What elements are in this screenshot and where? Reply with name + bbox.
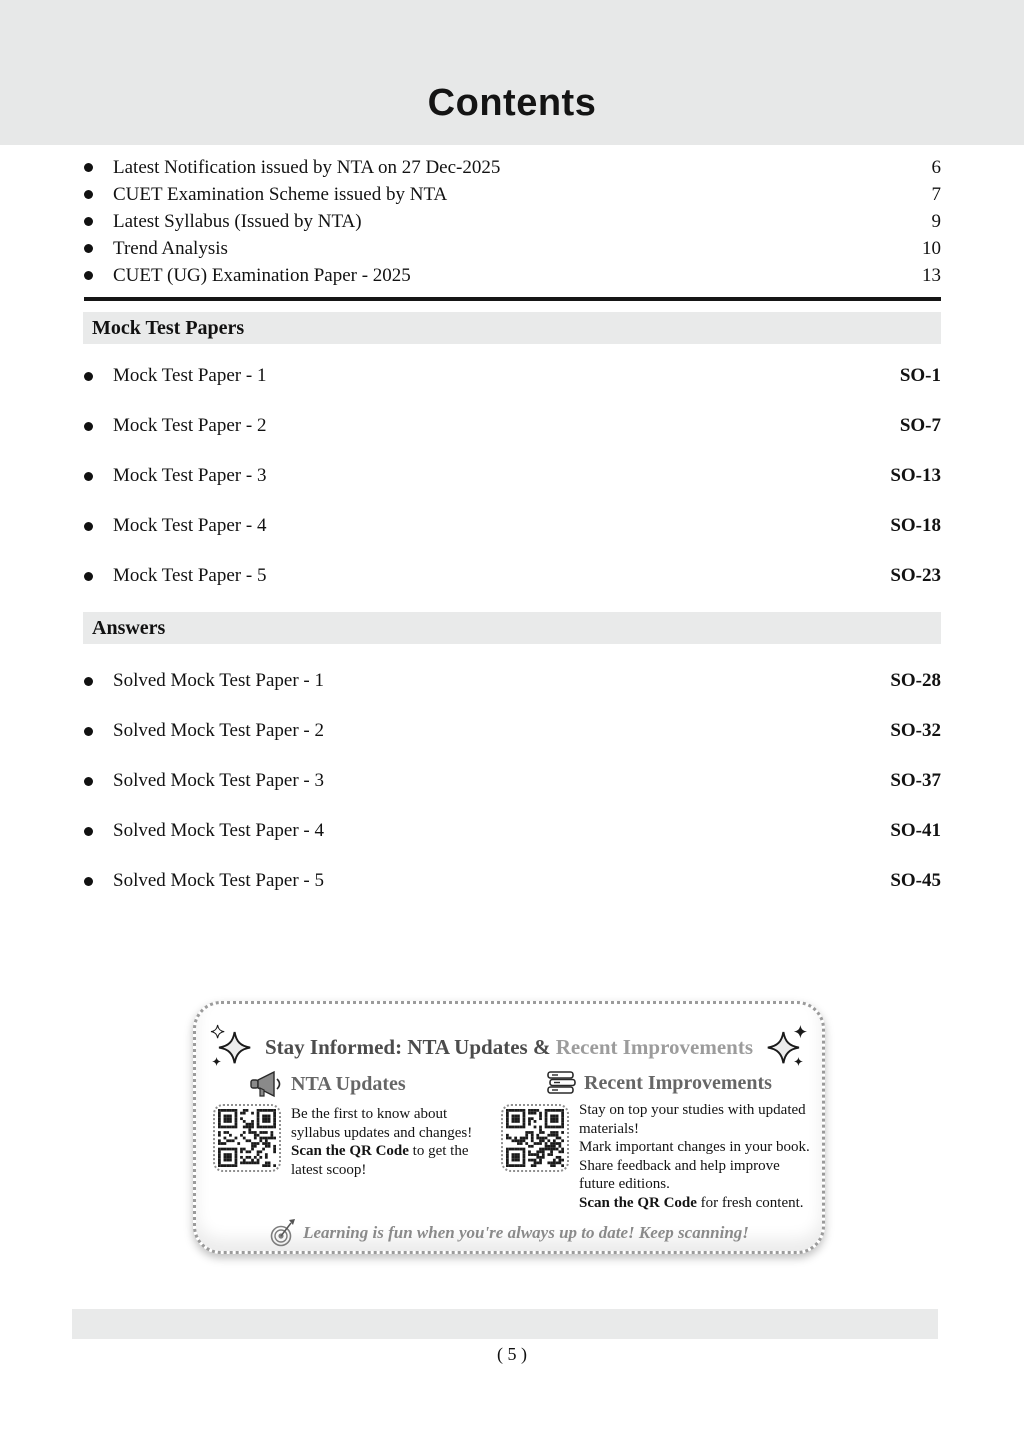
toc-item-label: Mock Test Paper - 3: [113, 465, 267, 486]
text-line: Mark important changes in your book.: [579, 1139, 810, 1155]
bullet-icon: [84, 163, 93, 172]
toc-row: [84, 856, 941, 906]
toc-item-label: Solved Mock Test Paper - 3: [113, 770, 324, 791]
toc-row: [84, 351, 941, 401]
bullet-icon: [84, 422, 93, 431]
bullet-icon: [84, 877, 93, 886]
nta-updates-text: [291, 1105, 472, 1179]
info-box-title-row: [196, 1024, 822, 1070]
toc-row: [84, 262, 941, 289]
page-header: [0, 0, 1024, 145]
toc-page-number: SO-37: [890, 770, 941, 791]
section-heading: Answers: [92, 616, 166, 639]
section-bar-answers: [83, 612, 941, 644]
bullet-icon: [84, 777, 93, 786]
qr-pattern: [218, 1109, 276, 1167]
sparkle-right-icon: [767, 1024, 809, 1070]
toc-item-label: Latest Syllabus (Issued by NTA): [113, 210, 362, 232]
toc-page-number: SO-45: [890, 870, 941, 891]
text-line: materials!: [579, 1120, 639, 1137]
toc-page-number: SO-18: [890, 515, 941, 536]
toc-row: [84, 551, 941, 601]
nta-updates-heading: NTA Updates: [291, 1072, 406, 1095]
divider-rule: [84, 297, 941, 301]
qr-pattern: [506, 1109, 564, 1167]
bottom-divider-bar: [72, 1309, 938, 1339]
toc-page-number: SO-7: [899, 415, 941, 436]
text-line: Share feedback and help improve: [579, 1157, 780, 1174]
bullet-icon: [84, 572, 93, 581]
info-box-title: [265, 1035, 753, 1060]
recent-improvements-text: [579, 1101, 810, 1212]
bullet-icon: [84, 271, 93, 280]
text-bold: Scan the QR Code: [291, 1143, 409, 1159]
target-dart-icon: [269, 1218, 297, 1248]
toc-page-number: SO-13: [890, 465, 941, 486]
text-line: [579, 1194, 810, 1213]
toc-row: [84, 181, 941, 208]
recent-improvements-heading-row: [546, 1070, 772, 1096]
text-line: syllabus updates and changes!: [291, 1124, 473, 1141]
section-bar-mock-test-papers: [83, 312, 941, 344]
toc-answers-list: [84, 656, 941, 906]
toc-page-number: 10: [922, 237, 941, 259]
info-box-footer-text: Learning is fun when you're always up to date! Keep scanning!: [303, 1223, 749, 1242]
toc-item-label: Solved Mock Test Paper - 5: [113, 870, 324, 891]
toc-page-number: 7: [931, 183, 941, 205]
bullet-icon: [84, 677, 93, 686]
page-number: ( 5 ): [497, 1344, 527, 1364]
toc-item-label: Mock Test Paper - 4: [113, 515, 267, 536]
toc-item-label: Mock Test Paper - 1: [113, 365, 267, 386]
bullet-icon: [84, 372, 93, 381]
toc-item-label: Mock Test Paper - 2: [113, 415, 267, 436]
toc-item-label: CUET (UG) Examination Paper - 2025: [113, 264, 411, 286]
section-heading: Mock Test Papers: [92, 316, 245, 339]
toc-row: [84, 656, 941, 706]
toc-page-number: SO-28: [890, 670, 941, 691]
text-line: Be the first to know about: [291, 1106, 448, 1122]
toc-item-label: Solved Mock Test Paper - 4: [113, 820, 324, 841]
bullet-icon: [84, 244, 93, 253]
text-line: future editions.: [579, 1176, 670, 1192]
bullet-icon: [84, 472, 93, 481]
text-line: Stay on top your studies with updated: [579, 1102, 806, 1118]
nta-updates-heading-row: [249, 1070, 406, 1098]
toc-item-label: Solved Mock Test Paper - 1: [113, 670, 324, 691]
toc-row: [84, 501, 941, 551]
toc-item-label: Mock Test Paper - 5: [113, 565, 267, 586]
page-title: Contents: [427, 82, 597, 124]
info-box-title-dark: Stay Informed: NTA Updates &: [264, 1034, 551, 1059]
qr-code-nta-updates: [213, 1104, 281, 1172]
toc-page-number: SO-32: [890, 720, 941, 741]
toc-row: [84, 154, 941, 181]
text-rest: for fresh content.: [696, 1194, 804, 1211]
toc-page-number: 13: [922, 264, 941, 286]
toc-mock-list: [84, 351, 941, 601]
toc-item-label: Trend Analysis: [113, 237, 228, 259]
recent-improvements-heading: Recent Improvements: [584, 1071, 772, 1094]
toc-row: [84, 208, 941, 235]
toc-item-label: Solved Mock Test Paper - 2: [113, 720, 324, 741]
text-rest: to get the: [408, 1143, 469, 1159]
sparkle-left-icon: [209, 1024, 251, 1070]
toc-row: [84, 401, 941, 451]
toc-page-number: 9: [931, 210, 941, 232]
toc-page-number: SO-1: [899, 365, 941, 386]
bullet-icon: [84, 522, 93, 531]
books-icon: [546, 1070, 576, 1096]
bullet-icon: [84, 217, 93, 226]
toc-item-label: Latest Notification issued by NTA on 27 Dec-2025: [113, 156, 501, 178]
bullet-icon: [84, 827, 93, 836]
toc-item-label: CUET Examination Scheme issued by NTA: [113, 183, 448, 205]
text-bold: Scan the QR Code: [579, 1194, 697, 1211]
stay-informed-box: [193, 1001, 825, 1254]
toc-page-number: 6: [931, 156, 941, 178]
toc-row: [84, 806, 941, 856]
info-box-footer: [196, 1218, 822, 1248]
bullet-icon: [84, 727, 93, 736]
bullet-icon: [84, 190, 93, 199]
toc-page-number: SO-41: [890, 820, 941, 841]
toc-row: [84, 706, 941, 756]
toc-row: [84, 235, 941, 262]
toc-intro-list: [84, 154, 941, 289]
text-line: [291, 1142, 472, 1161]
megaphone-icon: [249, 1070, 283, 1098]
info-box-title-light: Recent Improvements: [555, 1034, 754, 1059]
toc-row: [84, 451, 941, 501]
text-line: latest scoop!: [291, 1161, 367, 1178]
qr-code-recent-improvements: [501, 1104, 569, 1172]
toc-row: [84, 756, 941, 806]
toc-page-number: SO-23: [890, 565, 941, 586]
